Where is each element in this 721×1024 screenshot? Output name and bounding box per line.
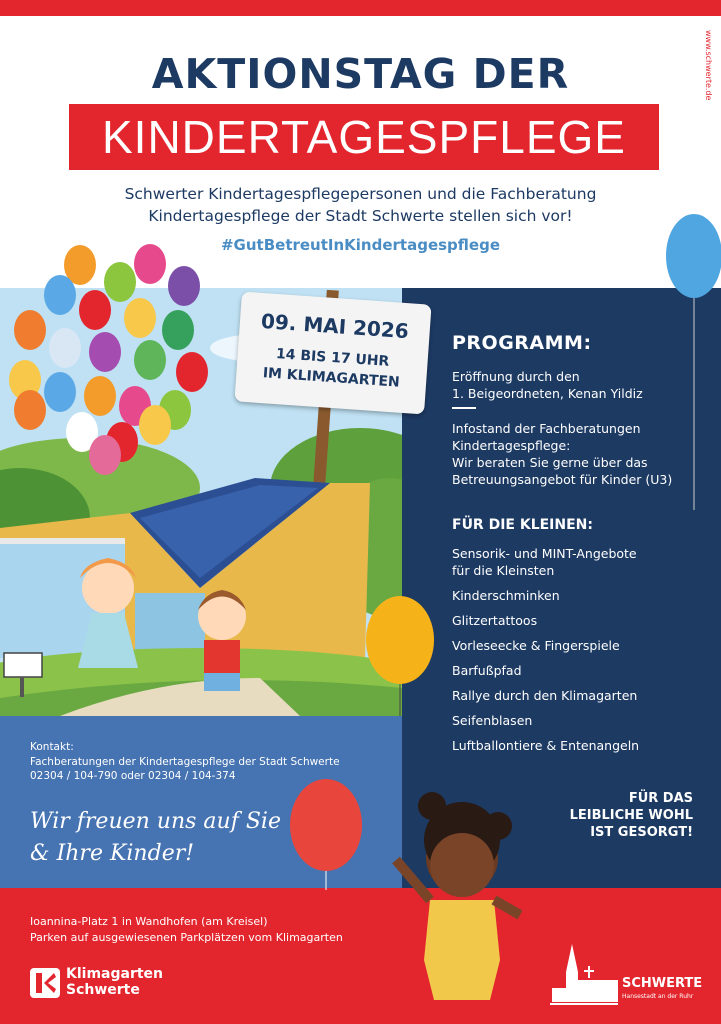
welcome-script	[30, 806, 281, 870]
food-line-1: FÜR DAS	[628, 791, 693, 806]
program-info-line-2: Kindertagespflege:	[452, 438, 571, 453]
address	[30, 914, 343, 946]
kids-item: Sensorik- und MINT-Angebote für die Kleinsten	[452, 546, 637, 578]
klimagarten-line-2: Schwerte	[66, 982, 140, 998]
program-info-line-1: Infostand der Fachberatungen	[452, 421, 641, 436]
schwerte-logo[interactable]	[548, 942, 703, 1012]
klimagarten-leaf-icon	[30, 968, 60, 998]
program-info-line-3: Wir beraten Sie gerne über das	[452, 455, 648, 470]
food-note	[513, 790, 693, 841]
title-red-box	[69, 104, 659, 170]
welcome-script-line-2: & Ihre Kinder!	[30, 841, 195, 866]
subtitle-line-2: Kindertagespflege der Stadt Schwerte stellen sich vor!	[148, 207, 573, 225]
food-line-2: LEIBLICHE WOHL	[569, 808, 693, 823]
kids-item: Seifenblasen	[452, 713, 533, 728]
schwerte-church-icon	[548, 942, 620, 1012]
schwerte-name: SCHWERTE	[622, 976, 703, 991]
side-website-url[interactable]: www.schwerte.de	[704, 30, 713, 101]
klimagarten-line-1: Klimagarten	[66, 966, 164, 982]
program-info-line-4: Betreuungsangebot für Kinder (U3)	[452, 472, 673, 487]
program-panel	[402, 288, 721, 888]
contact-panel	[0, 716, 402, 888]
hashtag[interactable]: #GutBetreutInKindertagespflege	[220, 236, 500, 254]
schwerte-tagline: Hansestadt an der Ruhr	[622, 993, 694, 1000]
event-date: 09. MAI 2026	[260, 308, 410, 344]
event-sign	[234, 292, 431, 415]
address-line-2: Parken auf ausgewiesenen Parkplätzen vom Klimagarten	[30, 931, 343, 944]
program-opening	[452, 368, 643, 402]
contact-phone[interactable]: 02304 / 104-790 oder 02304 / 104-374	[30, 770, 236, 782]
bottom-panel	[0, 888, 721, 1024]
title-line-2: KINDERTAGESPFLEGE	[102, 111, 626, 163]
title-line-1: AKTIONSTAG DER	[151, 50, 570, 98]
contact-label: Kontakt:	[30, 741, 74, 753]
food-line-3: IST GESORGT!	[590, 825, 693, 840]
kids-item: Luftballontiere & Entenangeln	[452, 738, 640, 753]
kids-heading: FÜR DIE KLEINEN:	[452, 517, 593, 533]
kids-item: Rallye durch den Klimagarten	[452, 688, 638, 703]
event-time: 14 BIS 17 UHR	[275, 346, 390, 370]
address-line-1: Ioannina-Platz 1 in Wandhofen (am Kreisel)	[30, 915, 268, 928]
kids-item: Barfußpfad	[452, 663, 522, 678]
klimagarten-wordmark	[66, 966, 163, 998]
contact-info	[30, 740, 340, 784]
kids-item: Kinderschminken	[452, 588, 560, 603]
welcome-script-line-1: Wir freuen uns auf Sie	[30, 809, 281, 834]
top-red-bar	[0, 0, 721, 16]
kids-list	[452, 545, 639, 762]
program-info	[452, 420, 672, 488]
program-heading: PROGRAMM:	[452, 332, 592, 354]
kids-item: Vorleseecke & Fingerspiele	[452, 638, 620, 653]
klimagarten-logo[interactable]	[30, 964, 190, 1004]
program-opening-line-1: Eröffnung durch den	[452, 369, 580, 384]
program-separator	[452, 407, 476, 409]
program-opening-line-2: 1. Beigeordneten, Kenan Yildiz	[452, 386, 643, 401]
subtitle-line-1: Schwerter Kindertagespflegepersonen und die Fachberatung	[124, 185, 597, 203]
subtitle	[0, 183, 721, 227]
kids-item: Glitzertattoos	[452, 613, 538, 628]
contact-line-1: Fachberatungen der Kindertagespflege der Stadt Schwerte	[30, 755, 340, 768]
event-place: IM KLIMAGARTEN	[262, 365, 401, 391]
